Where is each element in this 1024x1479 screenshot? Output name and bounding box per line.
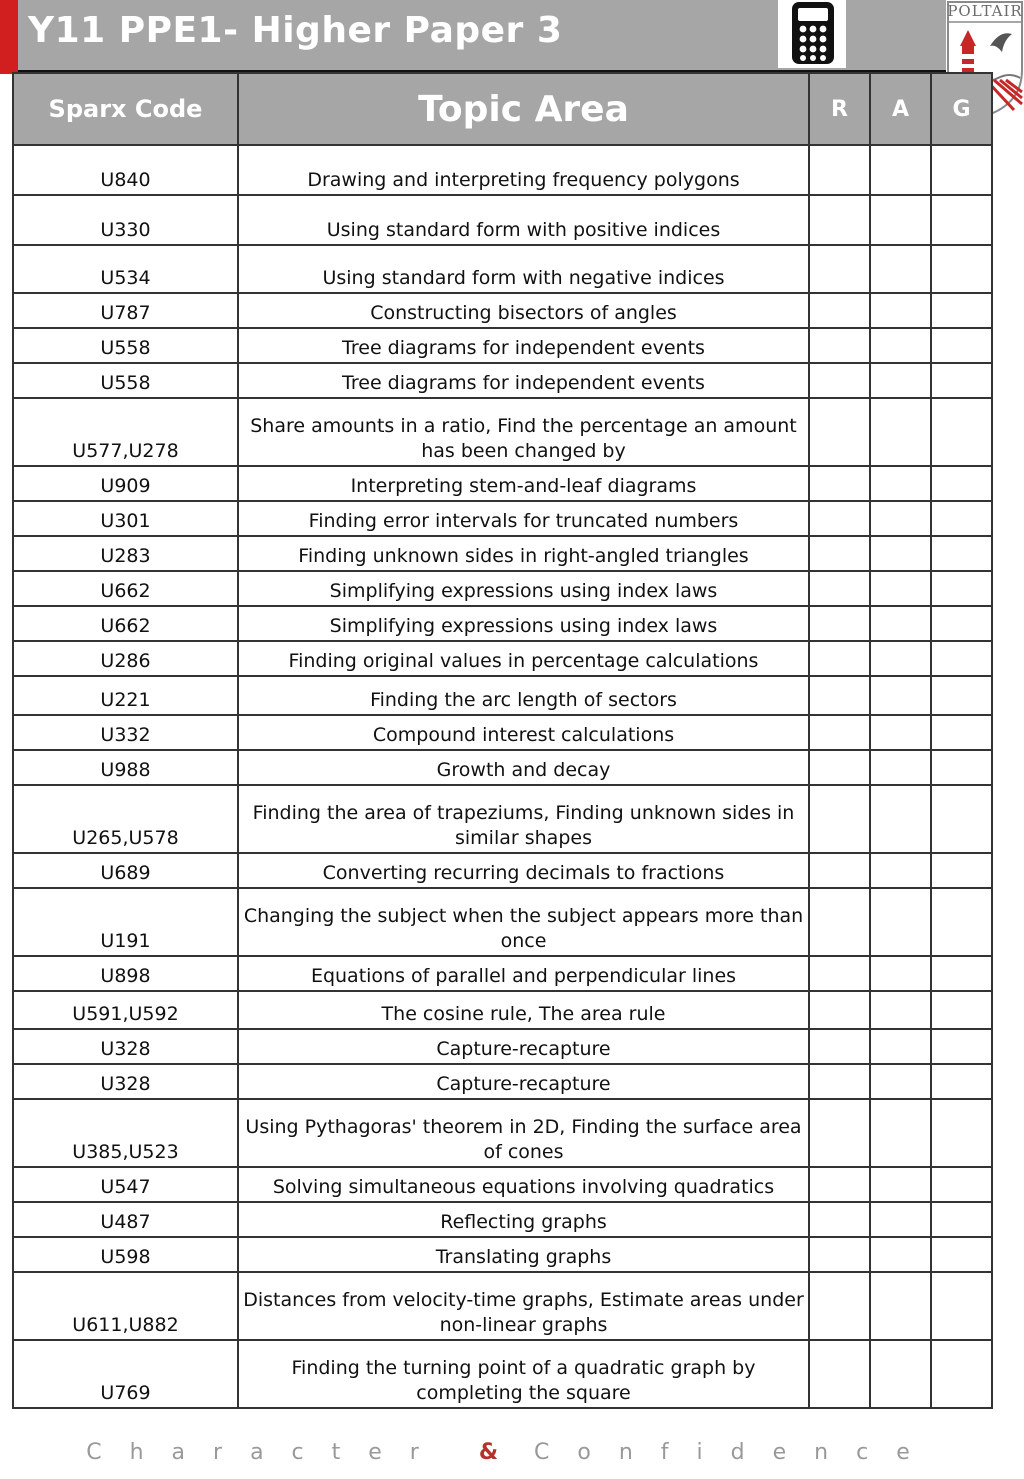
rag-green-cell[interactable] — [931, 676, 992, 715]
table-row — [13, 293, 992, 328]
sparx-code-cell: U221 — [13, 676, 238, 715]
rag-green-cell[interactable] — [931, 363, 992, 398]
table-row — [13, 1167, 992, 1202]
table-row — [13, 1272, 992, 1340]
rag-red-cell[interactable] — [809, 245, 870, 293]
rag-green-cell[interactable] — [931, 1340, 992, 1408]
rag-amber-cell[interactable] — [870, 363, 931, 398]
sparx-code-cell: U328 — [13, 1029, 238, 1064]
rag-amber-cell[interactable] — [870, 1029, 931, 1064]
column-header-green: G — [931, 73, 992, 145]
table-row — [13, 606, 992, 641]
rag-red-cell[interactable] — [809, 1099, 870, 1167]
rag-amber-cell[interactable] — [870, 888, 931, 956]
table-row — [13, 245, 992, 293]
topic-area-cell: Capture-recapture — [238, 1029, 809, 1064]
table-row — [13, 571, 992, 606]
table-row — [13, 466, 992, 501]
topic-area-cell: Capture-recapture — [238, 1064, 809, 1099]
topic-area-cell: Finding unknown sides in right-angled triangles — [238, 536, 809, 571]
topic-area-cell: Constructing bisectors of angles — [238, 293, 809, 328]
rag-green-cell[interactable] — [931, 641, 992, 676]
rag-green-cell[interactable] — [931, 195, 992, 245]
rag-green-cell[interactable] — [931, 1029, 992, 1064]
topic-area-cell: Tree diagrams for independent events — [238, 363, 809, 398]
table-row — [13, 501, 992, 536]
rag-amber-cell[interactable] — [870, 1237, 931, 1272]
rag-red-cell[interactable] — [809, 363, 870, 398]
rag-amber-cell[interactable] — [870, 785, 931, 853]
topic-area-cell: Translating graphs — [238, 1237, 809, 1272]
sparx-code-cell: U191 — [13, 888, 238, 956]
rag-amber-cell[interactable] — [870, 245, 931, 293]
table-row — [13, 991, 992, 1029]
sparx-code-cell: U547 — [13, 1167, 238, 1202]
sparx-code-cell: U988 — [13, 750, 238, 785]
rag-amber-cell[interactable] — [870, 328, 931, 363]
sparx-code-cell: U534 — [13, 245, 238, 293]
table-row — [13, 1029, 992, 1064]
table-row — [13, 536, 992, 571]
table-row — [13, 398, 992, 466]
table-row — [13, 328, 992, 363]
rag-amber-cell[interactable] — [870, 606, 931, 641]
footer-ampersand: & — [478, 1440, 499, 1465]
sparx-code-cell: U283 — [13, 536, 238, 571]
rag-red-cell[interactable] — [809, 956, 870, 991]
rag-green-cell[interactable] — [931, 501, 992, 536]
rag-red-cell[interactable] — [809, 145, 870, 195]
sparx-code-cell: U265,U578 — [13, 785, 238, 853]
rag-green-cell[interactable] — [931, 328, 992, 363]
rag-green-cell[interactable] — [931, 1099, 992, 1167]
sparx-code-cell: U385,U523 — [13, 1099, 238, 1167]
rag-amber-cell[interactable] — [870, 501, 931, 536]
table-row — [13, 888, 992, 956]
topic-area-cell: Using Pythagoras' theorem in 2D, Finding the surface area of cones — [238, 1099, 809, 1167]
rag-red-cell[interactable] — [809, 641, 870, 676]
table-row — [13, 956, 992, 991]
rag-red-cell[interactable] — [809, 536, 870, 571]
rag-green-cell[interactable] — [931, 606, 992, 641]
rag-red-cell[interactable] — [809, 750, 870, 785]
topic-area-cell: Converting recurring decimals to fractions — [238, 853, 809, 888]
rag-amber-cell[interactable] — [870, 293, 931, 328]
rag-red-cell[interactable] — [809, 853, 870, 888]
rag-green-cell[interactable] — [931, 245, 992, 293]
rag-red-cell[interactable] — [809, 398, 870, 466]
topic-area-cell: Solving simultaneous equations involving quadratics — [238, 1167, 809, 1202]
rag-green-cell[interactable] — [931, 536, 992, 571]
table-row — [13, 715, 992, 750]
table-row — [13, 1064, 992, 1099]
topic-area-cell: Interpreting stem-and-leaf diagrams — [238, 466, 809, 501]
sparx-code-cell: U840 — [13, 145, 238, 195]
rag-red-cell[interactable] — [809, 1272, 870, 1340]
footer-word-confidence: Confidence — [534, 1440, 938, 1465]
topic-area-cell: Tree diagrams for independent events — [238, 328, 809, 363]
rag-green-cell[interactable] — [931, 715, 992, 750]
header-accent-stripe — [0, 0, 18, 74]
sparx-code-cell: U332 — [13, 715, 238, 750]
topics-table — [12, 72, 993, 1409]
rag-green-cell[interactable] — [931, 398, 992, 466]
sparx-code-cell: U769 — [13, 1340, 238, 1408]
topic-area-cell: Simplifying expressions using index laws — [238, 571, 809, 606]
rag-red-cell[interactable] — [809, 1064, 870, 1099]
rag-red-cell[interactable] — [809, 991, 870, 1029]
rag-green-cell[interactable] — [931, 1064, 992, 1099]
table-row — [13, 676, 992, 715]
rag-red-cell[interactable] — [809, 195, 870, 245]
sparx-code-cell: U591,U592 — [13, 991, 238, 1029]
rag-amber-cell[interactable] — [870, 1340, 931, 1408]
sparx-code-cell: U662 — [13, 606, 238, 641]
rag-red-cell[interactable] — [809, 785, 870, 853]
topic-area-cell: Equations of parallel and perpendicular lines — [238, 956, 809, 991]
column-header-topic-area: Topic Area — [238, 73, 809, 145]
rag-amber-cell[interactable] — [870, 1064, 931, 1099]
rag-red-cell[interactable] — [809, 888, 870, 956]
table-row — [13, 195, 992, 245]
sparx-code-cell: U558 — [13, 328, 238, 363]
rag-amber-cell[interactable] — [870, 1272, 931, 1340]
footer-word-character: Character — [86, 1440, 447, 1465]
sparx-code-cell: U487 — [13, 1202, 238, 1237]
topic-area-cell: Share amounts in a ratio, Find the percentage an amount has been changed by — [238, 398, 809, 466]
page-title: Y11 PPE1- Higher Paper 3 — [28, 10, 563, 51]
rag-amber-cell[interactable] — [870, 991, 931, 1029]
rag-amber-cell[interactable] — [870, 715, 931, 750]
rag-amber-cell[interactable] — [870, 641, 931, 676]
rag-red-cell[interactable] — [809, 328, 870, 363]
table-row — [13, 363, 992, 398]
table-row — [13, 785, 992, 853]
rag-green-cell[interactable] — [931, 571, 992, 606]
rag-amber-cell[interactable] — [870, 956, 931, 991]
rag-red-cell[interactable] — [809, 676, 870, 715]
table-row — [13, 641, 992, 676]
rag-green-cell[interactable] — [931, 1167, 992, 1202]
rag-amber-cell[interactable] — [870, 1202, 931, 1237]
sparx-code-cell: U577,U278 — [13, 398, 238, 466]
rag-amber-cell[interactable] — [870, 571, 931, 606]
rag-red-cell[interactable] — [809, 1237, 870, 1272]
rag-amber-cell[interactable] — [870, 536, 931, 571]
rag-red-cell[interactable] — [809, 606, 870, 641]
rag-red-cell[interactable] — [809, 715, 870, 750]
rag-amber-cell[interactable] — [870, 1099, 931, 1167]
rag-red-cell[interactable] — [809, 466, 870, 501]
topic-area-cell: Finding the area of trapeziums, Finding unknown sides in similar shapes — [238, 785, 809, 853]
table-row — [13, 1237, 992, 1272]
rag-green-cell[interactable] — [931, 750, 992, 785]
footer-motto — [0, 1440, 1024, 1465]
sparx-code-cell: U330 — [13, 195, 238, 245]
rag-red-cell[interactable] — [809, 293, 870, 328]
column-header-amber: A — [870, 73, 931, 145]
column-header-red: R — [809, 73, 870, 145]
rag-green-cell[interactable] — [931, 785, 992, 853]
sparx-code-cell: U689 — [13, 853, 238, 888]
sparx-code-cell: U787 — [13, 293, 238, 328]
rag-amber-cell[interactable] — [870, 853, 931, 888]
sparx-code-cell: U611,U882 — [13, 1272, 238, 1340]
rag-amber-cell[interactable] — [870, 398, 931, 466]
rag-amber-cell[interactable] — [870, 750, 931, 785]
sparx-code-cell: U598 — [13, 1237, 238, 1272]
topic-area-cell: Finding the turning point of a quadratic graph by completing the square — [238, 1340, 809, 1408]
rag-green-cell[interactable] — [931, 466, 992, 501]
rag-amber-cell[interactable] — [870, 466, 931, 501]
rag-green-cell[interactable] — [931, 991, 992, 1029]
sparx-code-cell: U909 — [13, 466, 238, 501]
table-row — [13, 853, 992, 888]
rag-red-cell[interactable] — [809, 1202, 870, 1237]
rag-red-cell[interactable] — [809, 1167, 870, 1202]
rag-amber-cell[interactable] — [870, 676, 931, 715]
column-header-sparx-code: Sparx Code — [13, 73, 238, 145]
topic-area-cell: Using standard form with negative indices — [238, 245, 809, 293]
topic-area-cell: Using standard form with positive indices — [238, 195, 809, 245]
table-row — [13, 750, 992, 785]
sparx-code-cell: U301 — [13, 501, 238, 536]
topic-area-cell: Simplifying expressions using index laws — [238, 606, 809, 641]
table-row — [13, 1202, 992, 1237]
rag-green-cell[interactable] — [931, 1272, 992, 1340]
rag-green-cell[interactable] — [931, 853, 992, 888]
topic-area-cell: Changing the subject when the subject appears more than once — [238, 888, 809, 956]
logo-text: POLTAIR — [947, 2, 1023, 20]
rag-green-cell[interactable] — [931, 293, 992, 328]
topic-area-cell: Finding the arc length of sectors — [238, 676, 809, 715]
rag-red-cell[interactable] — [809, 571, 870, 606]
table-row — [13, 1099, 992, 1167]
sparx-code-cell: U898 — [13, 956, 238, 991]
rag-red-cell[interactable] — [809, 1029, 870, 1064]
topic-area-cell: Finding error intervals for truncated numbers — [238, 501, 809, 536]
table-row — [13, 145, 992, 195]
rag-red-cell[interactable] — [809, 1340, 870, 1408]
rag-green-cell[interactable] — [931, 1237, 992, 1272]
rag-green-cell[interactable] — [931, 1202, 992, 1237]
rag-red-cell[interactable] — [809, 501, 870, 536]
sparx-code-cell: U662 — [13, 571, 238, 606]
rag-amber-cell[interactable] — [870, 1167, 931, 1202]
topic-area-cell: Growth and decay — [238, 750, 809, 785]
table-row — [13, 1340, 992, 1408]
sparx-code-cell: U286 — [13, 641, 238, 676]
topic-area-cell: The cosine rule, The area rule — [238, 991, 809, 1029]
sparx-code-cell: U328 — [13, 1064, 238, 1099]
topic-area-cell: Compound interest calculations — [238, 715, 809, 750]
rag-amber-cell[interactable] — [870, 195, 931, 245]
topic-area-cell: Reflecting graphs — [238, 1202, 809, 1237]
topic-area-cell: Finding original values in percentage calculations — [238, 641, 809, 676]
table-header-row — [13, 73, 992, 145]
topic-area-cell: Drawing and interpreting frequency polygons — [238, 145, 809, 195]
rag-amber-cell[interactable] — [870, 145, 931, 195]
rag-green-cell[interactable] — [931, 956, 992, 991]
calculator-icon — [778, 0, 846, 68]
rag-green-cell[interactable] — [931, 145, 992, 195]
sparx-code-cell: U558 — [13, 363, 238, 398]
topic-area-cell: Distances from velocity-time graphs, Estimate areas under non-linear graphs — [238, 1272, 809, 1340]
rag-green-cell[interactable] — [931, 888, 992, 956]
